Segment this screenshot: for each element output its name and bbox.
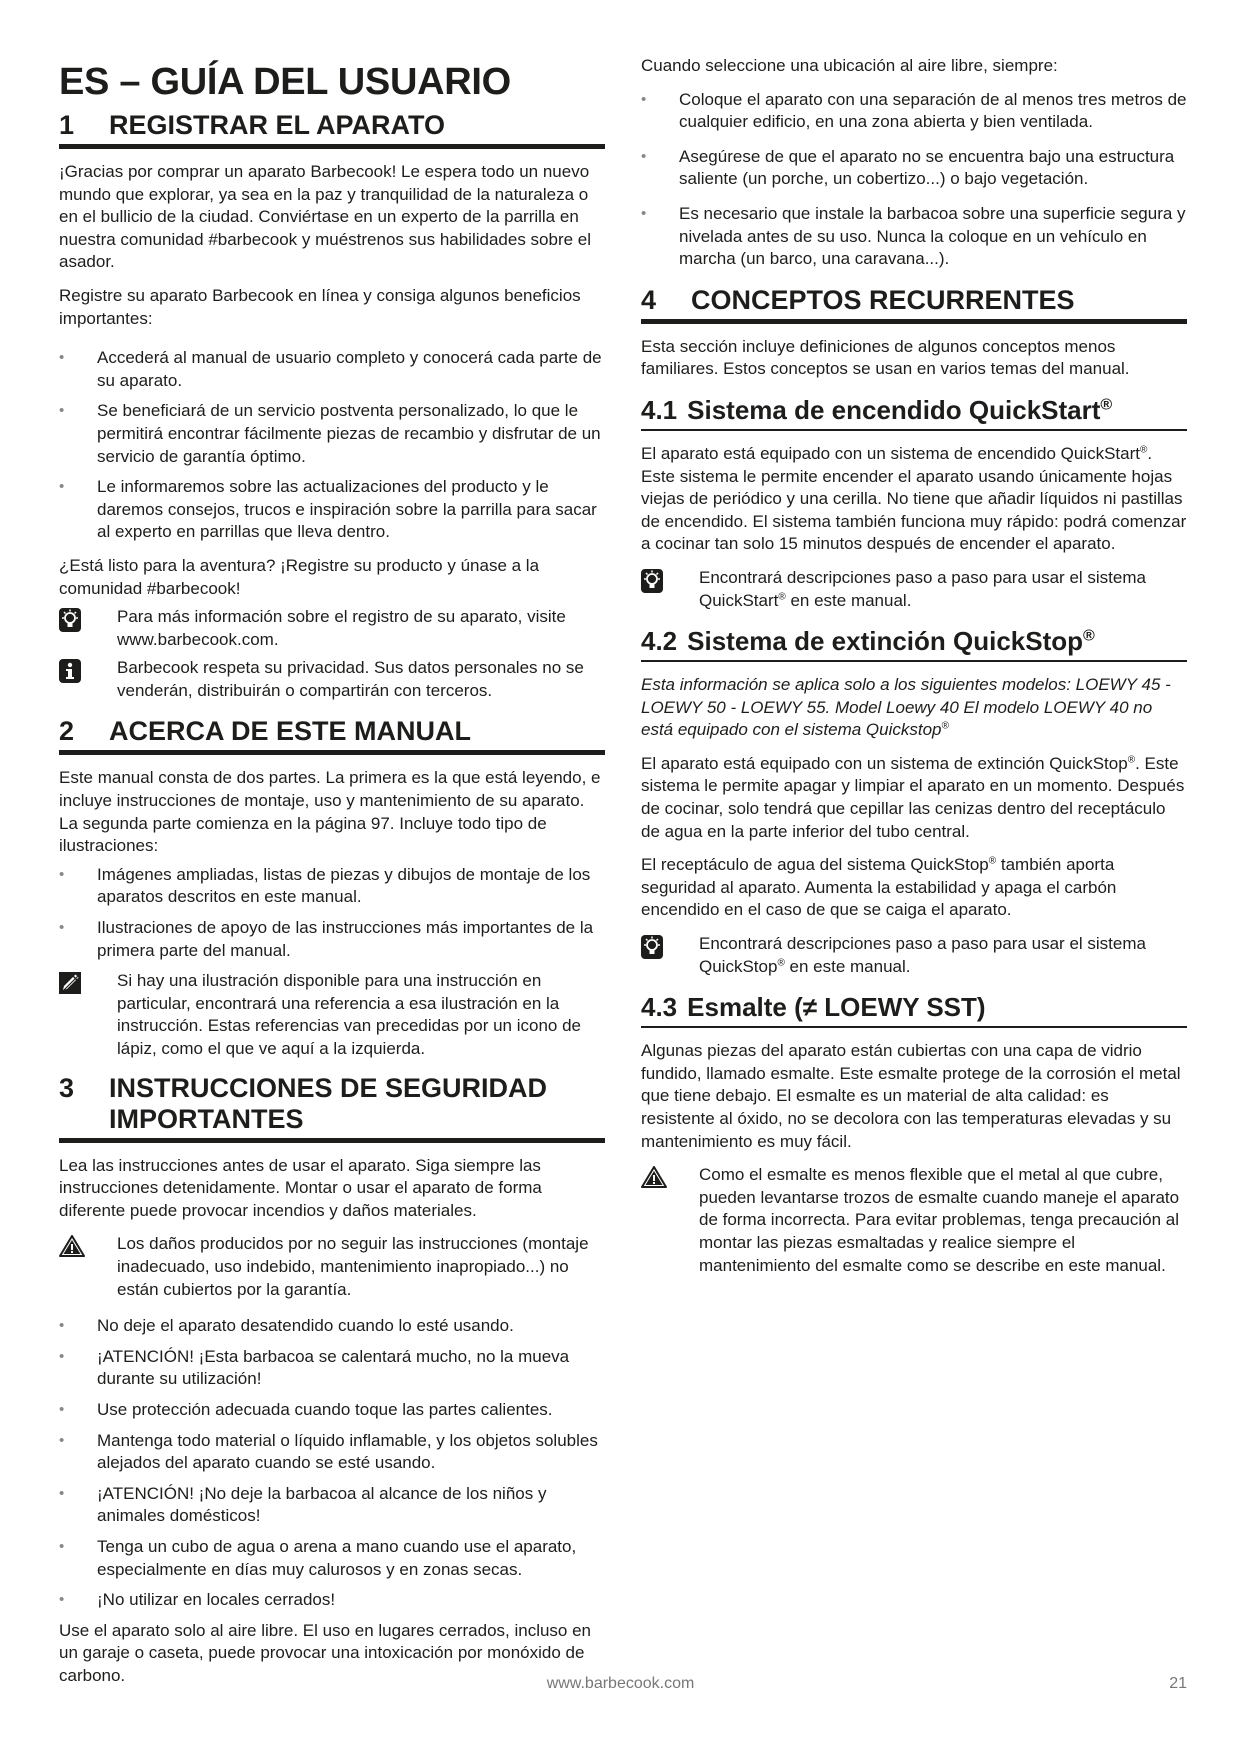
warning-note — [641, 1164, 1187, 1277]
section-title: Esmalte (≠ LOEWY SST) — [687, 992, 986, 1023]
note-text: Como el esmalte es menos flexible que el metal al que cubre, pueden levantarse trozos de esmalte cuando maneje el aparato de forma incorrecta. Para evitar problemas, tenga precaución al montar las piezas esmaltadas y realice siempre el mantenimiento del esmalte como se describe en este manual. — [699, 1165, 1180, 1275]
right-column — [641, 0, 1187, 1288]
section-number: 2 — [59, 716, 75, 747]
list-item: • Mantenga todo material o líquido inflamable, y los objetos solubles alejados del aparato cuando se esté usando. — [59, 1430, 605, 1475]
list-item: • Coloque el aparato con una separación de al menos tres metros de cualquier edificio, en una zona abierta y bien ventilada. — [641, 89, 1187, 134]
paragraph: ¡Gracias por comprar un aparato Barbecook! Le espera todo un nuevo mundo que explorar, ya sea en la paz y tranquilidad de la naturaleza o en el bullicio de la ciudad. Conviértase en un experto de la parrilla en nuestra comunidad #barbecook y muéstrenos sus habilidades sobre el asador. — [59, 162, 592, 272]
note-text: Para más información sobre el registro de su aparato, visite www.barbecook.com. — [117, 607, 566, 649]
tip-note — [59, 606, 605, 651]
registered-mark: ® — [1140, 444, 1148, 456]
warning-icon — [59, 1235, 85, 1257]
tip-note — [641, 933, 1187, 978]
paragraph: Registre su aparato Barbecook en línea y consiga algunos beneficios importantes: — [59, 285, 581, 328]
bullet-list — [59, 1315, 605, 1612]
paragraph — [641, 753, 1187, 843]
paragraph: ¿Está listo para la aventura? ¡Registre su producto y únase a la comunidad #barbecook! — [59, 555, 540, 598]
section-4-2-heading — [641, 626, 1187, 662]
section-title: CONCEPTOS RECURRENTES — [691, 284, 1075, 315]
registered-mark: ® — [778, 590, 786, 602]
text-span: El receptáculo de agua del sistema QuickStop — [641, 855, 989, 875]
section-number: 4 — [641, 284, 657, 315]
registered-mark: ® — [777, 956, 785, 968]
text-span: en este manual. — [784, 956, 911, 976]
list-item: • Asegúrese de que el aparato no se encuentra bajo una estructura saliente (un porche, un cobertizo...) o bajo vegetación. — [641, 146, 1187, 191]
registered-mark: ® — [988, 855, 997, 867]
bullet-list — [59, 347, 605, 544]
lightbulb-icon — [641, 935, 663, 959]
section-2-heading — [59, 716, 605, 755]
text-span: Esta información se aplica solo a los siguientes modelos: LOEWY 45 - LOEWY 50 - LOEWY 55. Model Loewy 40 El modelo LOEWY 40 no está equipado con el sistema Quickstop — [641, 675, 1171, 740]
section-4-heading — [641, 285, 1187, 324]
paragraph — [641, 854, 1187, 922]
list-item: • Tenga un cubo de agua o arena a mano cuando use el aparato, especialmente en días muy calurosos y en zonas secas. — [59, 1536, 605, 1581]
pencil-note — [59, 970, 605, 1060]
registered-mark: ® — [1100, 396, 1113, 414]
pencil-icon — [59, 972, 81, 994]
list-item: • Accederá al manual de usuario completo y conocerá cada parte de su aparato. — [59, 347, 605, 392]
list-item: • Imágenes ampliadas, listas de piezas y dibujos de montaje de los aparatos descritos en este manual. — [59, 864, 605, 909]
section-number: 4.2 — [641, 626, 678, 657]
page-title: ES – GUÍA DEL USUARIO — [59, 61, 511, 103]
section-title: ACERCA DE ESTE MANUAL — [109, 716, 472, 747]
note-text: Barbecook respeta su privacidad. Sus datos personales no se venderán, distribuirán o compartirán con terceros. — [117, 658, 584, 700]
section-title: Sistema de extinción QuickStop — [687, 626, 1084, 657]
note-text — [699, 567, 1187, 612]
section-number: 4.1 — [641, 394, 678, 425]
text-span: Encontrará descripciones paso a paso para usar el sistema QuickStop — [699, 934, 1146, 976]
note-text: Si hay una ilustración disponible para una instrucción en particular, encontrará una referencia a esa ilustración en la instrucción. Estas referencias van precedidas por un icono de lápiz, como el que ve aquí a la izquierda. — [117, 971, 581, 1058]
list-item: • Se beneficiará de un servicio postventa personalizado, lo que le permitirá encontrar fácilmente piezas de recambio y disfrutar de un servicio de garantía óptimo. — [59, 400, 605, 468]
list-item: • ¡No utilizar en locales cerrados! — [59, 1589, 605, 1612]
list-item: • Es necesario que instale la barbacoa sobre una superficie segura y nivelada antes de su uso. Nunca la coloque en un vehículo en marcha (un barco, una caravana...). — [641, 203, 1187, 271]
section-number: 4.3 — [641, 992, 678, 1023]
page-number: 21 — [1169, 1675, 1187, 1692]
section-title: INSTRUCCIONES DE SEGURIDAD — [109, 1072, 548, 1103]
registered-mark: ® — [1083, 627, 1095, 645]
warning-icon — [641, 1166, 667, 1188]
text-span: . Este sistema le permite encender el aparato usando únicamente hojas viejas de periódico y una cerilla. No tiene que añadir líquidos ni pastillas de encendido. El sistema también funciona muy rápido: podrá comenzar a cocinar tan solo 15 minutos después de encender el aparato. — [641, 443, 1187, 554]
tip-note — [641, 567, 1187, 612]
text-span: . Este sistema le permite apagar y limpiar el aparato en un momento. Después de cocinar, solo tendrá que cepillar las cenizas dentro del receptáculo de agua en la parte inferior del tubo central. — [641, 753, 1185, 841]
section-title-continued: IMPORTANTES — [109, 1103, 304, 1134]
model-note — [641, 674, 1187, 742]
paragraph: Este manual consta de dos partes. La primera es la que está leyendo, e incluye instrucciones de montaje, uso y mantenimiento de su aparato. La segunda parte comienza en la página 97. Incluye todo tipo de ilustraciones: — [59, 768, 601, 856]
section-3-heading — [59, 1073, 605, 1143]
footer-url: www.barbecook.com — [546, 1675, 695, 1692]
paragraph: Esta sección incluye definiciones de algunos conceptos menos familiares. Estos conceptos se usan en varios temas del manual. — [641, 336, 1130, 379]
info-icon — [59, 659, 81, 683]
bullet-list — [641, 89, 1187, 271]
text-span: Encontrará descripciones paso a paso para usar el sistema QuickStart — [699, 567, 1146, 610]
list-item: • ¡ATENCIÓN! ¡Esta barbacoa se calentará mucho, no la mueva durante su utilización! — [59, 1346, 605, 1391]
list-item: • No deje el aparato desatendido cuando lo esté usando. — [59, 1315, 605, 1338]
left-column — [59, 0, 605, 1698]
bullet-list — [59, 864, 605, 962]
section-4-1-heading — [641, 395, 1187, 431]
section-title: REGISTRAR EL APARATO — [109, 110, 446, 140]
paragraph: Cuando seleccione una ubicación al aire libre, siempre: — [641, 56, 1058, 75]
list-item: • ¡ATENCIÓN! ¡No deje la barbacoa al alcance de los niños y animales domésticos! — [59, 1483, 605, 1528]
lightbulb-icon — [641, 569, 663, 593]
lightbulb-icon — [59, 608, 81, 632]
section-number: 3 — [59, 1072, 75, 1103]
list-item: • Use protección adecuada cuando toque las partes calientes. — [59, 1399, 605, 1422]
note-text — [699, 933, 1187, 978]
section-number: 1 — [59, 110, 75, 140]
text-span: El aparato está equipado con un sistema de extinción QuickStop — [641, 753, 1128, 773]
info-note — [59, 657, 605, 702]
paragraph: Algunas piezas del aparato están cubiertas con una capa de vidrio fundido, llamado esmalte. Este esmalte protege de la corrosión el metal que tiene debajo. El esmalte es un material de alta calidad: es resistente al óxido, no se decolora con las temperaturas elevadas y su mantenimiento es muy fácil. — [641, 1041, 1181, 1151]
paragraph: Lea las instrucciones antes de usar el aparato. Siga siempre las instrucciones detenidamente. Montar o usar el aparato de forma diferente puede provocar incendios y daños materiales. — [59, 1155, 542, 1220]
paragraph — [641, 443, 1187, 556]
list-item: • Ilustraciones de apoyo de las instrucciones más importantes de la primera parte del manual. — [59, 917, 605, 962]
section-1-heading — [59, 110, 605, 149]
registered-mark: ® — [941, 720, 949, 732]
registered-mark: ® — [1127, 754, 1136, 766]
paragraph: Use el aparato solo al aire libre. El uso en lugares cerrados, incluso en un garaje o caseta, puede provocar una intoxicación por monóxido de carbono. — [59, 1620, 592, 1685]
text-span: en este manual. — [785, 590, 912, 610]
text-span: El aparato está equipado con un sistema de encendido QuickStart — [641, 443, 1140, 463]
list-item: • Le informaremos sobre las actualizaciones del producto y le daremos consejos, trucos e inspiración sobre la parrilla para sacar al experto en parrillas que lleva dentro. — [59, 476, 605, 544]
text-span: también aporta seguridad al aparato. Aumenta la estabilidad y apaga el carbón encendido en el caso de que se caiga el aparato. — [641, 855, 1117, 920]
section-4-3-heading — [641, 992, 1187, 1028]
warning-note — [59, 1233, 605, 1301]
note-text: Los daños producidos por no seguir las instrucciones (montaje inadecuado, uso indebido, mantenimiento inapropiado...) no están cubiertos por la garantía. — [117, 1234, 589, 1299]
section-title: Sistema de encendido QuickStart — [687, 394, 1101, 425]
